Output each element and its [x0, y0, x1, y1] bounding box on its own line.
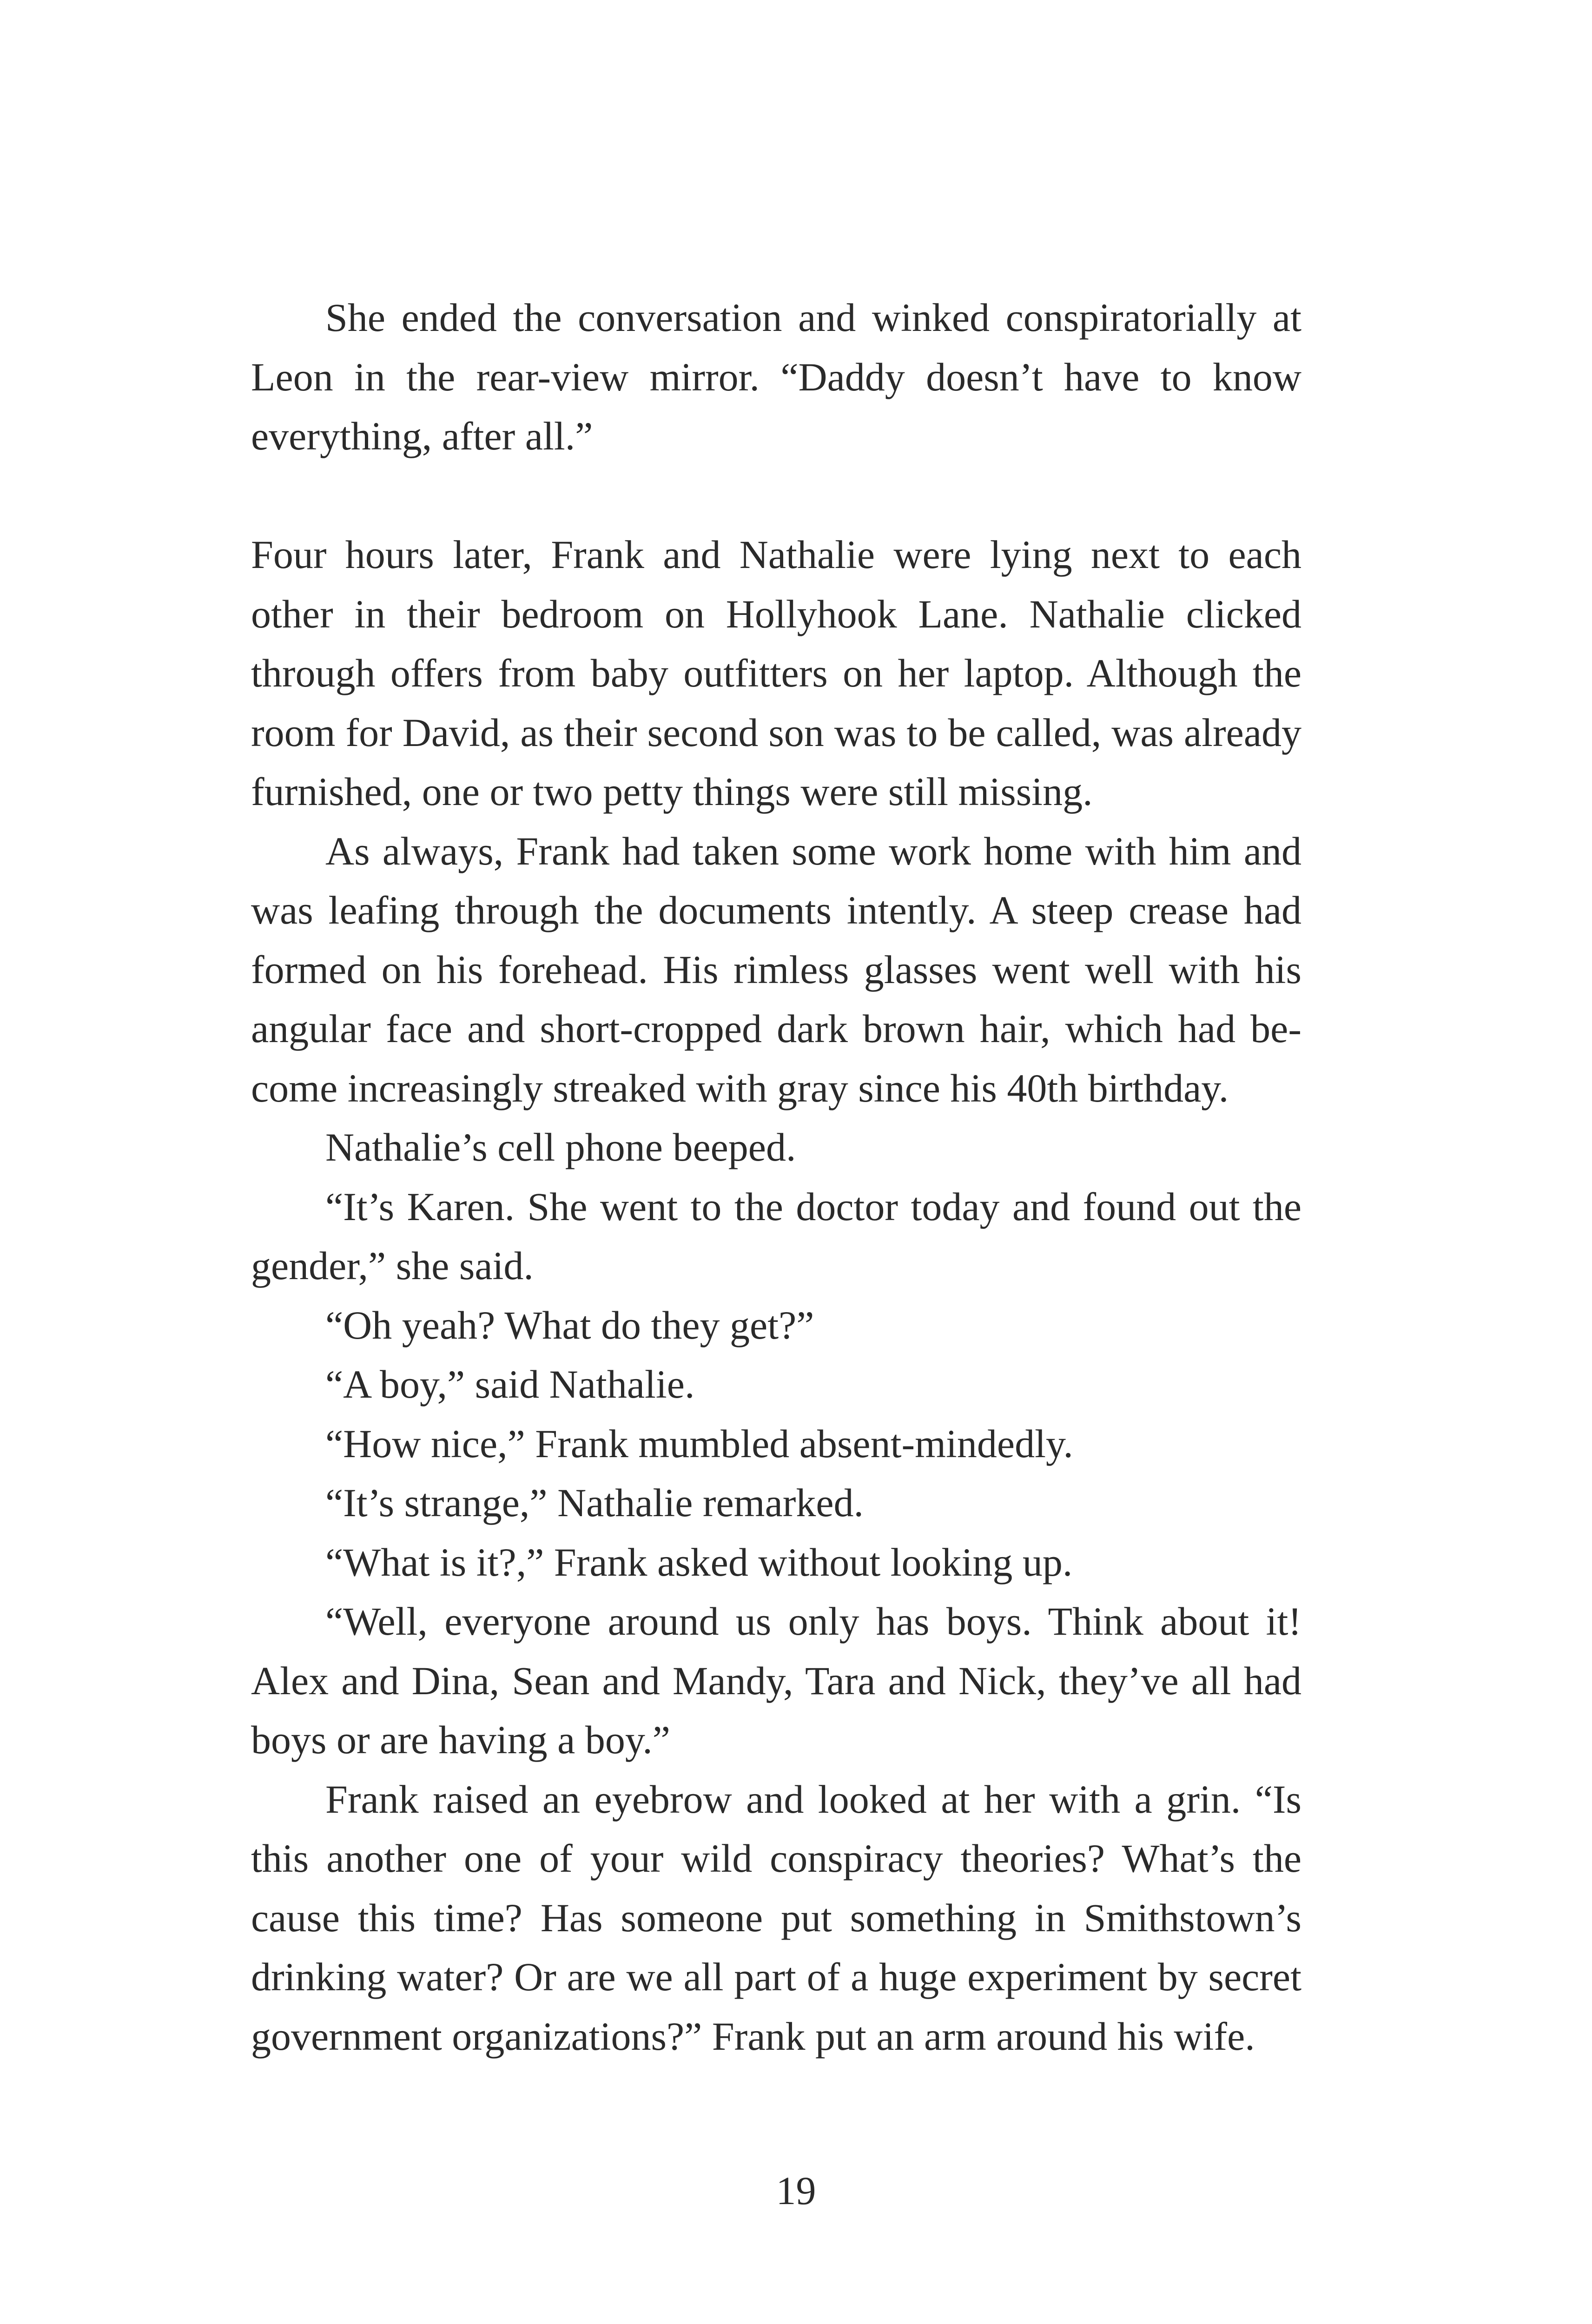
paragraph: Nathalie’s cell phone beeped. [325, 1125, 796, 1169]
paragraph: “Well, everyone around us only has boys. Think about it! Alex and Dina, Sean and Mandy, Tara and Nick, they’ve all had boys or are having a boy.” [251, 1599, 1301, 1762]
paragraph: Four hours later, Frank and Nathalie were lying next to each other in their bedroom on Hollyhook Lane. Nathalie clicked through offers from baby outfitters on her laptop. Although the room for David, as their second son was to be called, was already furnished, one or two petty things were still missing. [251, 532, 1301, 814]
paragraph: “What is it?,” Frank asked without looking up. [325, 1539, 1073, 1585]
page-number: 19 [776, 2168, 816, 2213]
paragraph: “It’s strange,” Nathalie remarked. [325, 1480, 864, 1525]
body-text [251, 288, 1301, 2066]
section-break [251, 466, 1301, 526]
paragraph: As always, Frank had taken some work home with him and was leafing through the documents intently. A steep crease had formed on his forehead. His rimless glasses went well with his angular face and short-cropped dark brown hair, which had become increasingly streaked with gray since his 40th birthday. [251, 828, 1301, 1110]
paragraph: “A boy,” said Nathalie. [325, 1362, 695, 1406]
paragraph: She ended the conversation and winked conspiratorially at Leon in the rear-view mirror. “Daddy doesn’t have to know everything, after all.” [251, 295, 1301, 458]
paragraph: “Oh yeah? What do they get?” [325, 1302, 814, 1347]
paragraph: “How nice,” Frank mumbled absent-mindedly. [325, 1421, 1073, 1466]
paragraph: “It’s Karen. She went to the doctor today and found out the gender,” she said. [251, 1184, 1301, 1288]
paragraph: Frank raised an eyebrow and looked at her with a grin. “Is this another one of your wild conspiracy theories? What’s the cause this time? Has someone put something in Smithstown’s drinking water? Or are we all part of a huge experiment by secret government organizations?” Frank put an arm around his wife. [251, 1776, 1301, 2059]
